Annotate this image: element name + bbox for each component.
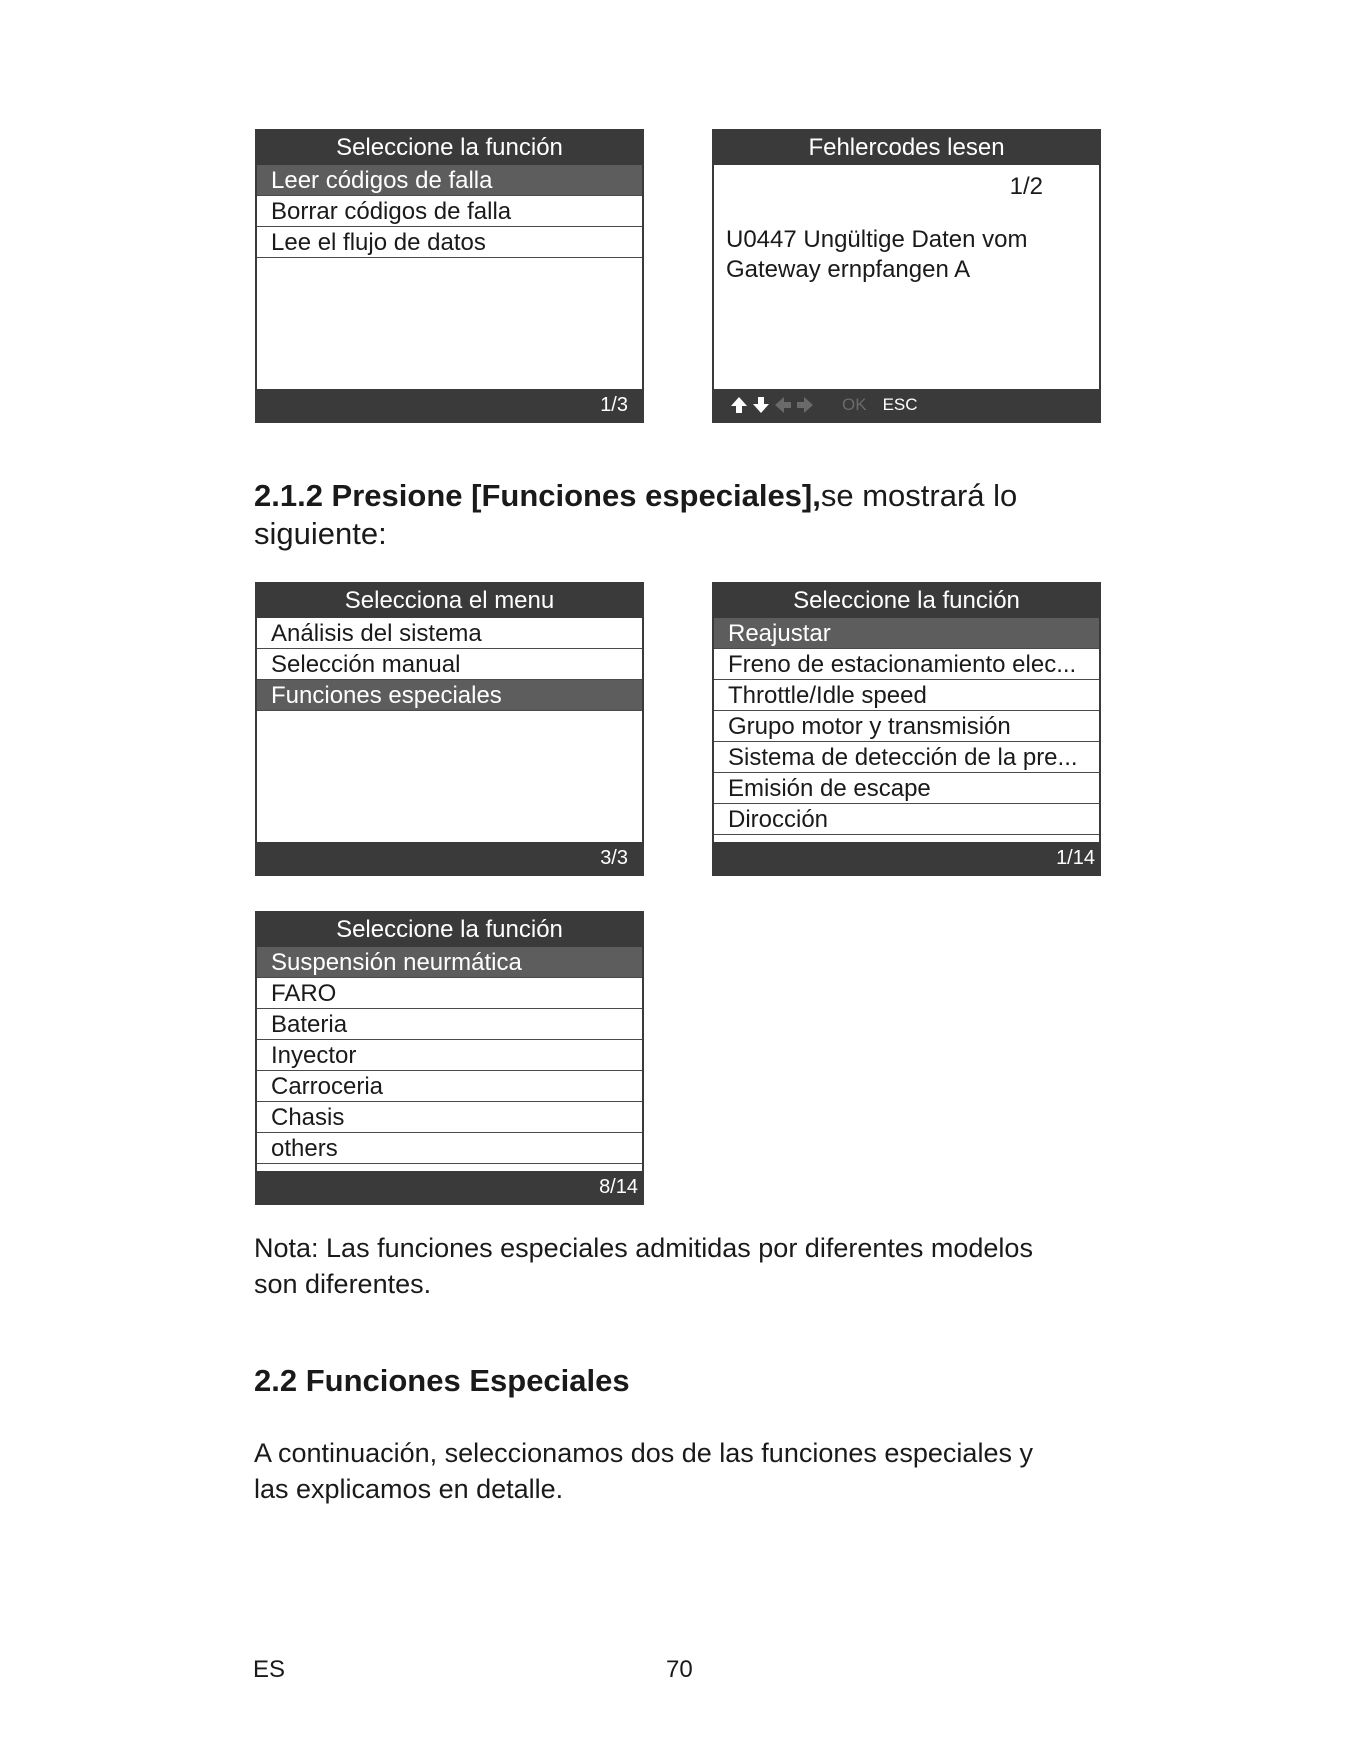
dtc-line-1: U0447 Ungültige Daten vom: [726, 226, 1028, 253]
section-2-2-heading: 2.2 Funciones Especiales: [254, 1363, 630, 1398]
menu-item-pressure-detection[interactable]: Sistema de detección de la pre...: [714, 742, 1099, 773]
screen-title: Seleccione la función: [257, 913, 642, 947]
dtc-panel: [714, 165, 1099, 389]
nav-keys: [730, 389, 918, 421]
section-2-1-2-bold: 2.1.2 Presione [Funciones especiales],: [254, 478, 821, 513]
menu-item-manual-selection[interactable]: Selección manual: [257, 649, 642, 680]
menu-list: [257, 165, 642, 389]
screen-title: Fehlercodes lesen: [714, 131, 1099, 165]
nav-bar: [714, 389, 1099, 421]
footer-language: ES: [253, 1656, 286, 1683]
intro-line-1: A continuación, seleccionamos dos de las funciones especiales y: [254, 1438, 1033, 1468]
arrow-right-icon: [796, 396, 814, 414]
menu-list: [257, 947, 642, 1171]
screen-title: Selecciona el menu: [257, 584, 642, 618]
menu-item-body[interactable]: Carroceria: [257, 1071, 642, 1102]
menu-list: [257, 618, 642, 842]
menu-item-headlight[interactable]: FARO: [257, 978, 642, 1009]
page-indicator: 1/14: [714, 842, 1099, 874]
page-indicator: 1/3: [257, 389, 642, 421]
arrow-left-icon: [774, 396, 792, 414]
screen-select-function-3: [255, 911, 644, 1205]
menu-item-throttle[interactable]: Throttle/Idle speed: [714, 680, 1099, 711]
menu-list: [714, 618, 1099, 842]
intro-paragraph: [254, 1435, 1134, 1507]
footer-page-number: 70: [666, 1656, 693, 1683]
intro-line-2: las explicamos en detalle.: [254, 1474, 564, 1504]
menu-item-powertrain[interactable]: Grupo motor y transmisión: [714, 711, 1099, 742]
menu-item-special-functions[interactable]: Funciones especiales: [257, 680, 642, 711]
menu-item-air-suspension[interactable]: Suspensión neurmática: [257, 947, 642, 978]
page-indicator: 3/3: [257, 842, 642, 874]
note-line-2: son diferentes.: [254, 1269, 432, 1299]
note-paragraph: [254, 1230, 1134, 1302]
note-line-1: Nota: Las funciones especiales admitidas por diferentes modelos: [254, 1233, 1033, 1263]
screen-fault-codes: [712, 129, 1101, 423]
section-2-1-2-rest: se mostrará lo: [820, 478, 1018, 513]
menu-item-others[interactable]: others: [257, 1133, 642, 1164]
arrow-down-icon[interactable]: [752, 396, 770, 414]
screen-title: Seleccione la función: [714, 584, 1099, 618]
dtc-page-indicator: 1/2: [1009, 173, 1043, 200]
screen-select-function-1: [255, 129, 644, 423]
dtc-description: [726, 225, 1028, 285]
section-2-1-2-heading: [254, 477, 1134, 553]
section-2-1-2-line2: siguiente:: [254, 516, 387, 551]
screen-title: Seleccione la función: [257, 131, 642, 165]
menu-item-reset[interactable]: Reajustar: [714, 618, 1099, 649]
menu-item-exhaust[interactable]: Emisión de escape: [714, 773, 1099, 804]
dtc-line-2: Gateway ernpfangen A: [726, 256, 971, 283]
esc-key-label[interactable]: ESC: [882, 395, 918, 414]
arrow-up-icon[interactable]: [730, 396, 748, 414]
menu-item-parking-brake[interactable]: Freno de estacionamiento elec...: [714, 649, 1099, 680]
menu-item-system-analysis[interactable]: Análisis del sistema: [257, 618, 642, 649]
menu-item-battery[interactable]: Bateria: [257, 1009, 642, 1040]
screen-select-menu: [255, 582, 644, 876]
menu-item-steering[interactable]: Dirocción: [714, 804, 1099, 835]
menu-item-read-codes[interactable]: Leer códigos de falla: [257, 165, 642, 196]
menu-item-injector[interactable]: Inyector: [257, 1040, 642, 1071]
menu-item-chassis[interactable]: Chasis: [257, 1102, 642, 1133]
ok-key-label: OK: [842, 395, 867, 414]
menu-item-data-stream[interactable]: Lee el flujo de datos: [257, 227, 642, 258]
screen-select-function-2: [712, 582, 1101, 876]
menu-item-erase-codes[interactable]: Borrar códigos de falla: [257, 196, 642, 227]
page-indicator: 8/14: [257, 1171, 642, 1203]
